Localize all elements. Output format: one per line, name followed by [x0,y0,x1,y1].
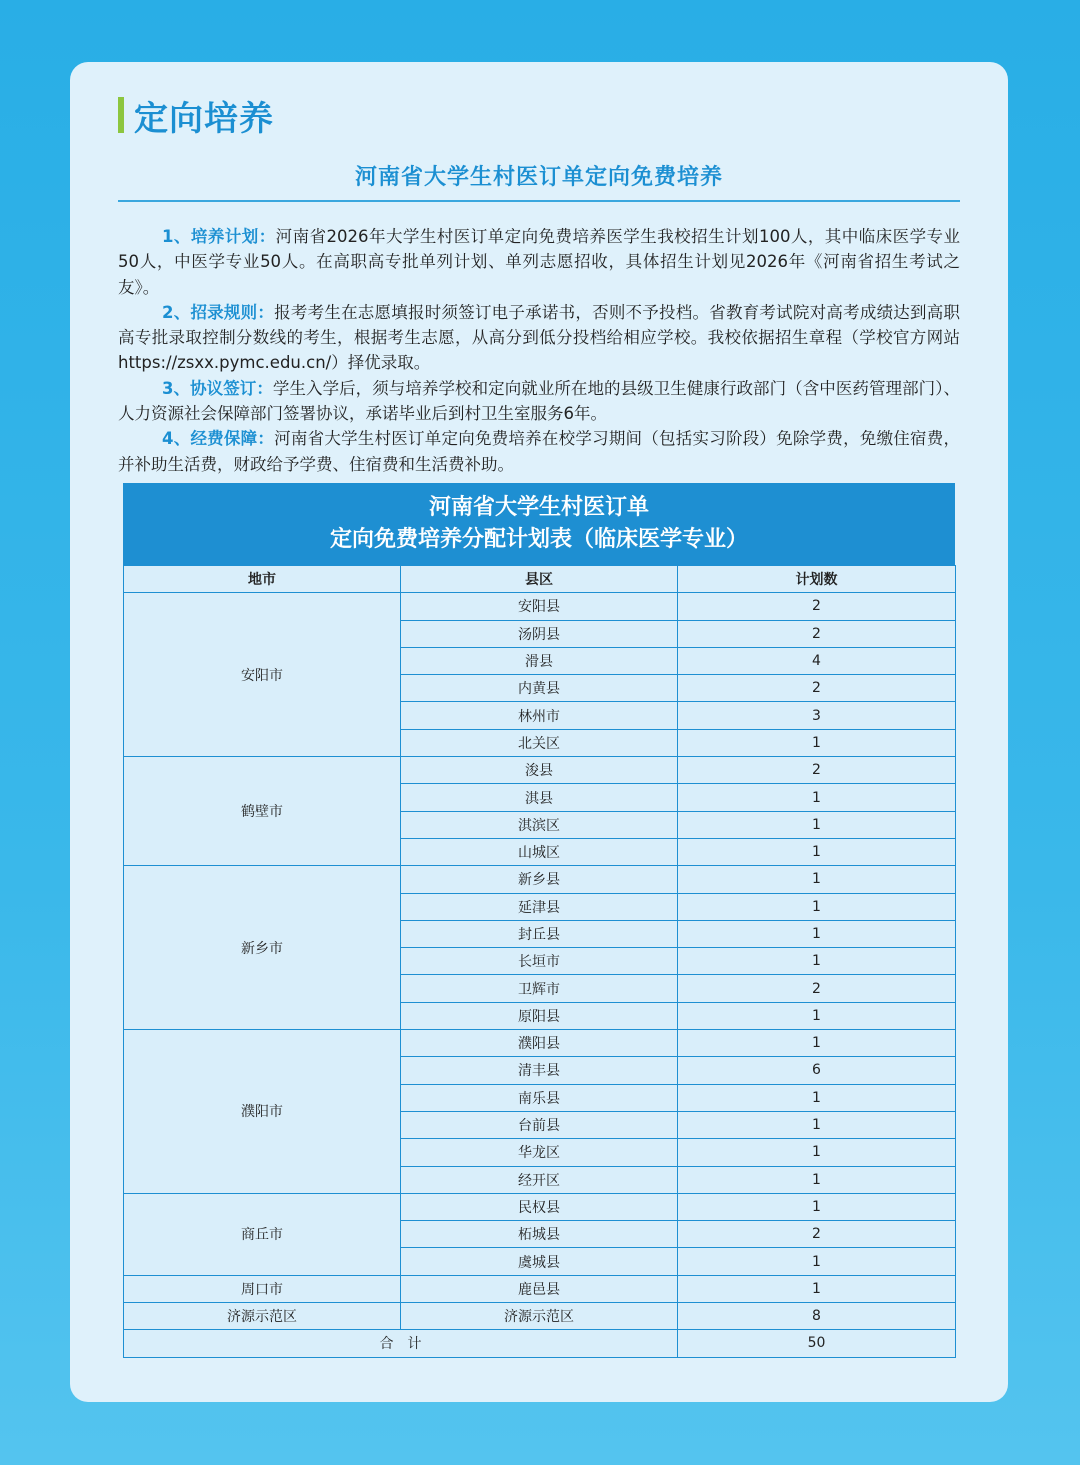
quota-cell: 1 [678,729,956,756]
quota-cell: 2 [678,593,956,620]
paragraph-text: 学生入学后，须与培养学校和定向就业所在地的县级卫生健康行政部门（含中医药管理部门）、人力资源社会保障部门签署协议，承诺毕业后到村卫生室服务6年。 [118,378,961,424]
county-cell: 虞城县 [401,1248,678,1275]
county-cell: 南乐县 [401,1084,678,1111]
section-title: 定向培养 [134,98,274,139]
county-cell: 清丰县 [401,1057,678,1084]
county-cell: 柘城县 [401,1221,678,1248]
header-city: 地市 [124,566,401,593]
table-row [124,1030,956,1057]
county-cell: 滑县 [401,647,678,674]
section-accent-bar [118,97,124,133]
table-row [124,1275,956,1302]
table-title-line1: 河南省大学生村医订单 [428,495,649,520]
quota-cell: 1 [678,1084,956,1111]
quota-cell: 2 [678,757,956,784]
paragraph-funding [118,426,960,477]
quota-cell: 1 [678,1111,956,1138]
policy-paragraphs [118,224,960,477]
city-cell: 济源示范区 [124,1303,401,1330]
county-cell: 浚县 [401,757,678,784]
table-title-line2: 定向免费培养分配计划表（临床医学专业） [329,527,748,552]
county-cell: 新乡县 [401,866,678,893]
county-cell: 卫辉市 [401,975,678,1002]
quota-cell: 6 [678,1057,956,1084]
quota-cell: 1 [678,920,956,947]
quota-cell: 1 [678,838,956,865]
paragraph-rules [118,300,960,376]
quota-cell: 1 [678,1193,956,1220]
table-row [124,1303,956,1330]
county-cell: 华龙区 [401,1139,678,1166]
table-header-row [124,566,956,593]
quota-cell: 1 [678,866,956,893]
quota-cell: 2 [678,620,956,647]
table-total-row [124,1330,956,1357]
paragraph-label: 1、培养计划： [162,227,276,246]
county-cell: 台前县 [401,1111,678,1138]
table-row [124,593,956,620]
county-cell: 山城区 [401,838,678,865]
county-cell: 内黄县 [401,675,678,702]
county-cell: 安阳县 [401,593,678,620]
table-row [124,1193,956,1220]
paragraph-label: 4、经费保障： [162,429,275,449]
county-cell: 延津县 [401,893,678,920]
county-cell: 濮阳县 [401,1030,678,1057]
paragraph-label: 2、招录规则： [162,302,275,322]
city-cell: 濮阳市 [124,1030,401,1194]
quota-cell: 1 [678,1002,956,1029]
total-value: 50 [678,1330,956,1357]
county-cell: 汤阴县 [401,620,678,647]
quota-cell: 3 [678,702,956,729]
quota-cell: 4 [678,647,956,674]
quota-cell: 1 [678,1139,956,1166]
city-cell: 安阳市 [124,593,401,757]
table-body [124,593,956,1330]
county-cell: 经开区 [401,1166,678,1193]
total-label: 合 计 [124,1330,678,1357]
header-quota: 计划数 [678,566,956,593]
quota-cell: 8 [678,1303,956,1330]
city-cell: 周口市 [124,1275,401,1302]
county-cell: 济源示范区 [401,1303,678,1330]
quota-cell: 1 [678,1275,956,1302]
city-cell: 商丘市 [124,1193,401,1275]
county-cell: 淇滨区 [401,811,678,838]
county-cell: 长垣市 [401,948,678,975]
quota-cell: 1 [678,1166,956,1193]
quota-cell: 1 [678,784,956,811]
header-county: 县区 [401,566,678,593]
quota-cell: 1 [678,1030,956,1057]
quota-cell: 1 [678,948,956,975]
county-cell: 林州市 [401,702,678,729]
quota-cell: 1 [678,811,956,838]
paragraph-text: 河南省大学生村医订单定向免费培养在校学习期间（包括实习阶段）免除学费，免缴住宿费，并补助生活费，财政给予学费、住宿费和生活费补助。 [118,429,960,474]
subtitle: 河南省大学生村医订单定向免费培养 [354,165,723,190]
county-cell: 封丘县 [401,920,678,947]
table-row [124,757,956,784]
city-cell: 鹤壁市 [124,757,401,866]
quota-cell: 2 [678,675,956,702]
paragraph-plan [118,224,960,300]
paragraph-agreement [118,376,960,427]
table-row [124,866,956,893]
city-cell: 新乡市 [124,866,401,1030]
quota-cell: 1 [678,893,956,920]
paragraph-text: 河南省2026年大学生村医订单定向免费培养医学生我校招生计划100人，其中临床医学专业50人，中医学专业50人。在高职高专批单列计划、单列志愿招收，具体招生计划见2026年《河南省招生考试之友》。 [118,227,960,297]
county-cell: 北关区 [401,729,678,756]
quota-cell: 2 [678,975,956,1002]
county-cell: 淇县 [401,784,678,811]
county-cell: 鹿邑县 [401,1275,678,1302]
allocation-table [123,565,956,1358]
paragraph-label: 3、协议签订： [162,378,273,398]
section-header [118,96,274,139]
county-cell: 民权县 [401,1193,678,1220]
county-cell: 原阳县 [401,1002,678,1029]
subtitle-divider [118,200,960,202]
paragraph-text: 报考考生在志愿填报时须签订电子承诺书，否则不予投档。省教育考试院对高考成绩达到高职高专批录取控制分数线的考生，根据考生志愿，从高分到低分投档给相应学校。我校依据招生章程（学校官方网站https://zsxx.pymc.edu.cn/）择优录取。 [118,302,960,373]
table-title [123,483,955,565]
quota-cell: 2 [678,1221,956,1248]
quota-cell: 1 [678,1248,956,1275]
